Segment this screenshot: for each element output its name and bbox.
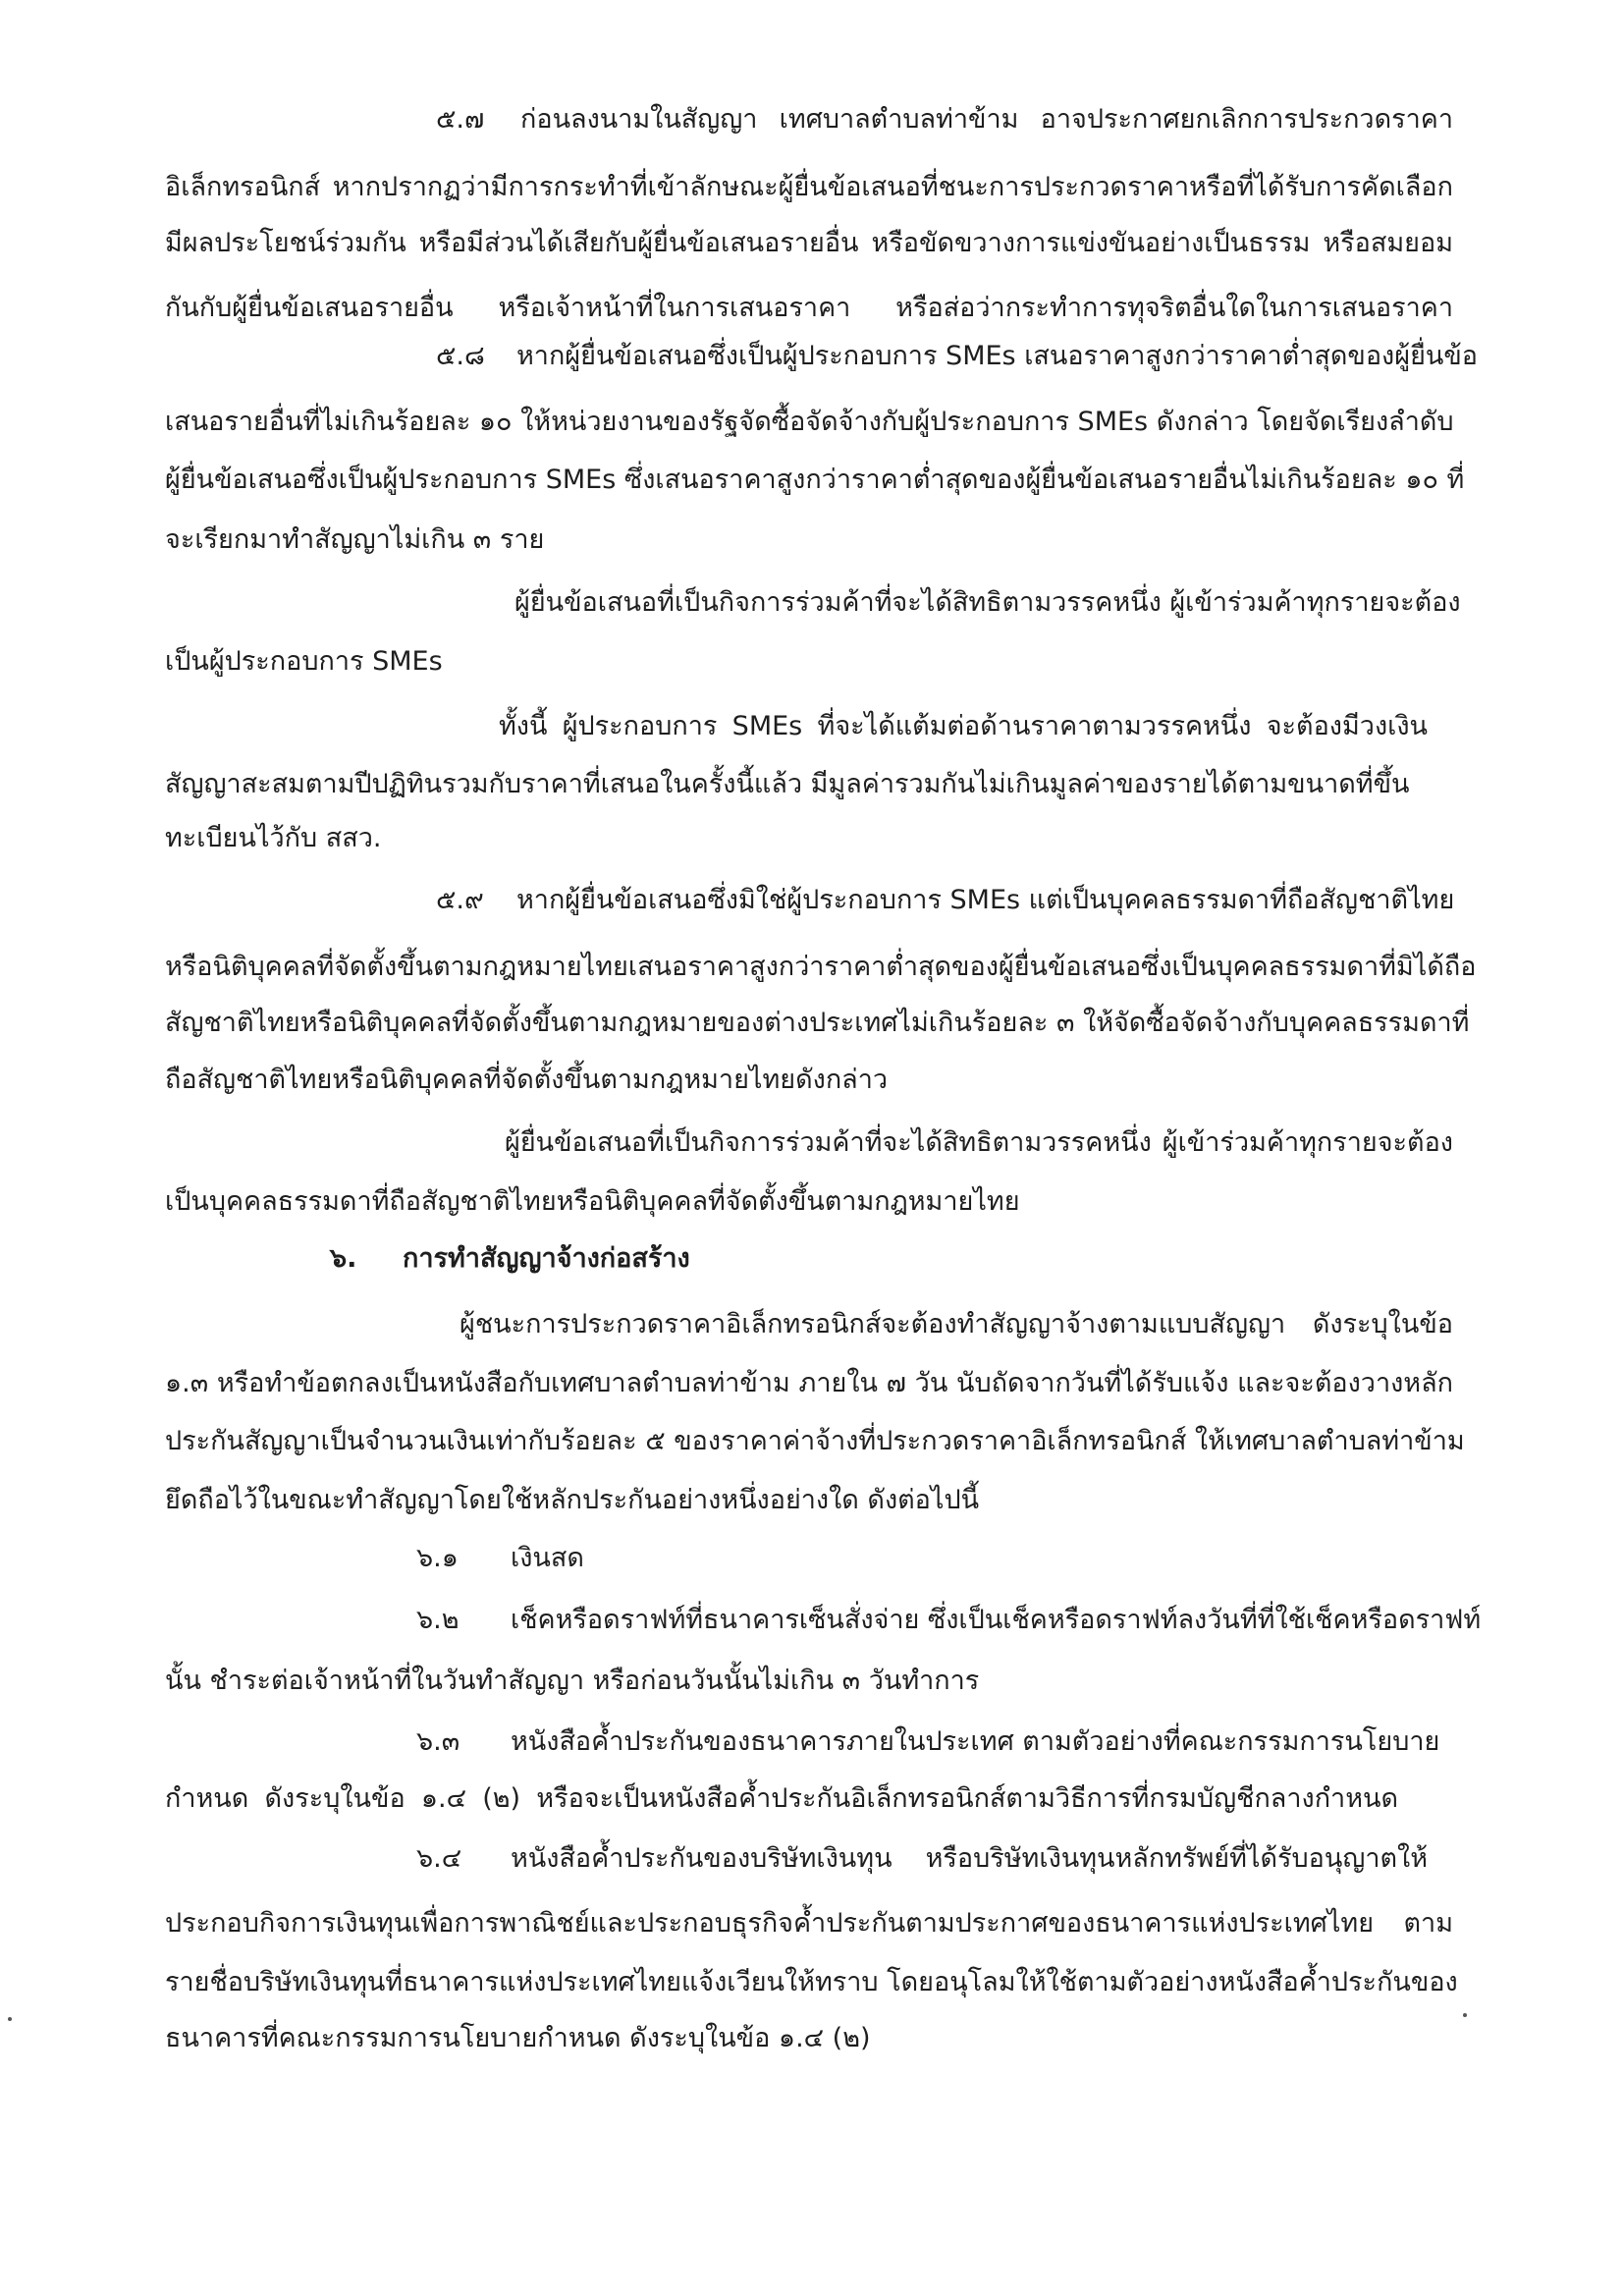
section-6-4-number: ๖.๔ bbox=[416, 1843, 462, 1874]
section-5-7-line-4: กันกับผู้ยื่นข้อเสนอรายอื่น หรือเจ้าหน้าที่ในการเสนอราคา หรือส่อว่ากระทำการทุจริตอื่นใดในการเสนอราคา bbox=[165, 293, 1453, 323]
section-6-heading: การทำสัญญาจ้างก่อสร้าง bbox=[403, 1243, 690, 1274]
scan-speck-right bbox=[1463, 2013, 1467, 2017]
section-6-line-4: ยึดถือไว้ในขณะทำสัญญาโดยใช้หลักประกันอย่างหนึ่งอย่างใด ดังต่อไปนี้ bbox=[165, 1485, 980, 1515]
section-5-9-line-4: ถือสัญชาติไทยหรือนิติบุคคลที่จัดตั้งขึ้นตามกฎหมายไทยดังกล่าว bbox=[165, 1065, 889, 1095]
section-5-8-para-3-line-1: ทั้งนี้ ผู้ประกอบการ SMEs ที่จะได้แต้มต่อด้านราคาตามวรรคหนึ่ง จะต้องมีวงเงิน bbox=[499, 711, 1428, 741]
section-6-line-3: ประกันสัญญาเป็นจำนวนเงินเท่ากับร้อยละ ๕ ของราคาค่าจ้างที่ประกวดราคาอิเล็กทรอนิกส์ ให้เทศบาลตำบลท่าข้าม bbox=[165, 1426, 1465, 1456]
section-6-4-line-4: ธนาคารที่คณะกรรมการนโยบายกำหนด ดังระบุในข้อ ๑.๔ (๒) bbox=[165, 2023, 871, 2053]
section-5-7-number: ๕.๗ bbox=[436, 104, 485, 135]
section-6-1-text: เงินสด bbox=[511, 1543, 584, 1573]
section-5-8-para-3-line-2: สัญญาสะสมตามปีปฏิทินรวมกับราคาที่เสนอในครั้งนี้แล้ว มีมูลค่ารวมกันไม่เกินมูลค่าของรายได้ตามขนาดที่ขึ้น bbox=[165, 769, 1410, 799]
section-5-8-line-1: หากผู้ยื่นข้อเสนอซึ่งเป็นผู้ประกอบการ SMEs เสนอราคาสูงกว่าราคาต่ำสุดของผู้ยื่นข้อ bbox=[516, 341, 1479, 371]
section-5-9-para-2-line-2: เป็นบุคคลธรรมดาที่ถือสัญชาติไทยหรือนิติบุคคลที่จัดตั้งขึ้นตามกฎหมายไทย bbox=[165, 1186, 1020, 1217]
section-6-3-line-2: กำหนด ดังระบุในข้อ ๑.๔ (๒) หรือจะเป็นหนังสือค้ำประกันอิเล็กทรอนิกส์ตามวิธีการที่กรมบัญชีกลางกำหนด bbox=[165, 1783, 1398, 1814]
section-5-9-para-2-line-1: ผู้ยื่นข้อเสนอที่เป็นกิจการร่วมค้าที่จะได้สิทธิตามวรรคหนึ่ง ผู้เข้าร่วมค้าทุกรายจะต้อง bbox=[505, 1127, 1453, 1158]
section-6-3-line-1: หนังสือค้ำประกันของธนาคารภายในประเทศ ตามตัวอย่างที่คณะกรรมการนโยบาย bbox=[511, 1726, 1440, 1757]
section-6-line-1: ผู้ชนะการประกวดราคาอิเล็กทรอนิกส์จะต้องทำสัญญาจ้างตามแบบสัญญา ดังระบุในข้อ bbox=[460, 1309, 1453, 1339]
section-5-8-line-4: จะเรียกมาทำสัญญาไม่เกิน ๓ ราย bbox=[165, 524, 545, 555]
section-5-8-number: ๕.๘ bbox=[436, 341, 485, 371]
section-6-2-number: ๖.๒ bbox=[416, 1605, 460, 1635]
section-5-8-para-3-line-3: ทะเบียนไว้กับ สสว. bbox=[165, 823, 382, 853]
section-6-4-line-3: รายชื่อบริษัทเงินทุนที่ธนาคารแห่งประเทศไทยแจ้งเวียนให้ทราบ โดยอนุโลมให้ใช้ตามตัวอย่างหนังสือค้ำประกันของ bbox=[165, 1967, 1458, 1997]
section-6-2-line-1: เช็คหรือดราฟท์ที่ธนาคารเซ็นสั่งจ่าย ซึ่งเป็นเช็คหรือดราฟท์ลงวันที่ที่ใช้เช็คหรือดราฟท์ bbox=[511, 1605, 1482, 1635]
section-5-9-line-3: สัญชาติไทยหรือนิติบุคคลที่จัดตั้งขึ้นตามกฎหมายของต่างประเทศไม่เกินร้อยละ ๓ ให้จัดซื้อจัดจ้างกับบุคคลธรรมดาที่ bbox=[165, 1008, 1470, 1038]
section-5-8-line-3: ผู้ยื่นข้อเสนอซึ่งเป็นผู้ประกอบการ SMEs ซึ่งเสนอราคาสูงกว่าราคาต่ำสุดของผู้ยื่นข้อเสนอรายอื่นไม่เกินร้อยละ ๑๐ ที่ bbox=[165, 465, 1465, 495]
section-6-1-number: ๖.๑ bbox=[416, 1543, 459, 1573]
section-5-9-number: ๕.๙ bbox=[436, 885, 484, 915]
section-5-7-line-2: อิเล็กทรอนิกส์ หากปรากฏว่ามีการกระทำที่เข้าลักษณะผู้ยื่นข้อเสนอที่ชนะการประกวดราคาหรือที่ได้รับการคัดเลือก bbox=[165, 172, 1453, 202]
section-6-2-line-2: นั้น ชำระต่อเจ้าหน้าที่ในวันทำสัญญา หรือก่อนวันนั้นไม่เกิน ๓ วันทำการ bbox=[165, 1666, 980, 1696]
scan-speck-left bbox=[8, 2017, 12, 2021]
section-6-4-line-1: หนังสือค้ำประกันของบริษัทเงินทุน หรือบริษัทเงินทุนหลักทรัพย์ที่ได้รับอนุญาตให้ bbox=[511, 1843, 1428, 1874]
section-5-8-para-2-line-2: เป็นผู้ประกอบการ SMEs bbox=[165, 646, 443, 677]
section-5-8-line-2: เสนอรายอื่นที่ไม่เกินร้อยละ ๑๐ ให้หน่วยงานของรัฐจัดซื้อจัดจ้างกับผู้ประกอบการ SMEs ดังกล่าว โดยจัดเรียงลำดับ bbox=[165, 407, 1454, 437]
section-5-9-line-1: หากผู้ยื่นข้อเสนอซึ่งมิใช่ผู้ประกอบการ SMEs แต่เป็นบุคคลธรรมดาที่ถือสัญชาติไทย bbox=[516, 885, 1455, 915]
section-5-8-para-2-line-1: ผู้ยื่นข้อเสนอที่เป็นกิจการร่วมค้าที่จะได้สิทธิตามวรรคหนึ่ง ผู้เข้าร่วมค้าทุกรายจะต้อง bbox=[514, 587, 1461, 618]
section-6-number: ๖. bbox=[330, 1243, 357, 1274]
section-6-3-number: ๖.๓ bbox=[416, 1726, 460, 1757]
section-6-line-2: ๑.๓ หรือทำข้อตกลงเป็นหนังสือกับเทศบาลตำบลท่าข้าม ภายใน ๗ วัน นับถัดจากวันที่ได้รับแจ้ง และจะต้องวางหลัก bbox=[165, 1368, 1453, 1398]
section-5-7-line-3: มีผลประโยชน์ร่วมกัน หรือมีส่วนได้เสียกับผู้ยื่นข้อเสนอรายอื่น หรือขัดขวางการแข่งขันอย่างเป็นธรรม หรือสมยอม bbox=[165, 228, 1453, 258]
section-5-9-line-2: หรือนิติบุคคลที่จัดตั้งขึ้นตามกฎหมายไทยเสนอราคาสูงกว่าราคาต่ำสุดของผู้ยื่นข้อเสนอซึ่งเป็นบุคคลธรรมดาที่มิได้ถือ bbox=[165, 952, 1477, 982]
section-6-4-line-2: ประกอบกิจการเงินทุนเพื่อการพาณิชย์และประกอบธุรกิจค้ำประกันตามประกาศของธนาคารแห่งประเทศไทย ตาม bbox=[165, 1908, 1453, 1939]
section-5-7-line-1: ก่อนลงนามในสัญญา เทศบาลตำบลท่าข้าม อาจประกาศยกเลิกการประกวดราคา bbox=[520, 104, 1453, 135]
